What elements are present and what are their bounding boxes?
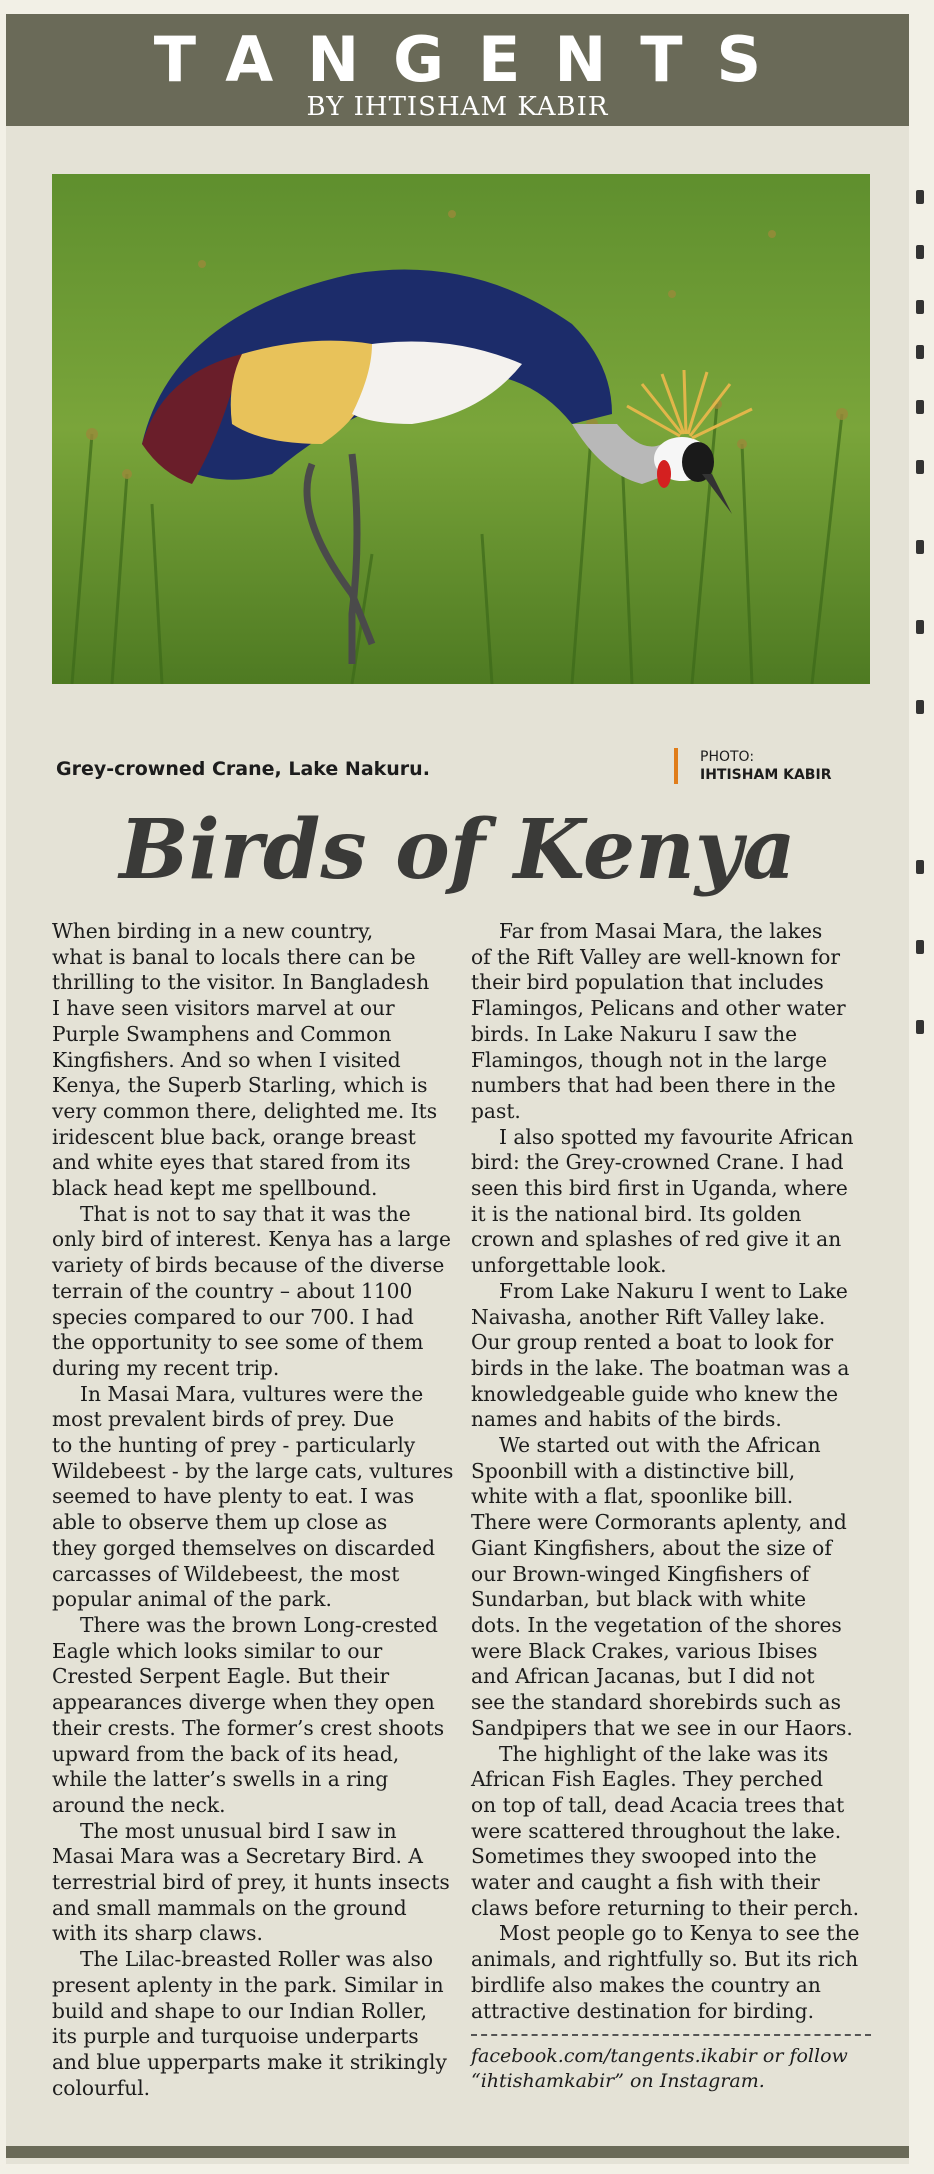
article-line: Wildebeest - by the large cats, vultures — [52, 1458, 454, 1483]
photo-credit-name: IHTISHAM KABIR — [700, 767, 832, 783]
adjacent-page-edge — [912, 40, 934, 1090]
photo-credit — [674, 748, 831, 784]
edge-glyph — [916, 245, 924, 259]
edge-glyph — [916, 700, 924, 714]
article-line: seen this bird first in Uganda, where — [471, 1176, 848, 1201]
photo-credit-label: PHOTO: — [700, 749, 755, 765]
article-line: Kenya, the Superb Starling, which is — [52, 1073, 428, 1098]
article-line: to the hunting of prey - particularly — [52, 1433, 416, 1458]
article-line: the opportunity to see some of them — [52, 1330, 424, 1355]
article-line: Most people go to Kenya to see the — [499, 1921, 860, 1946]
article-line: African Fish Eagles. They perched — [471, 1767, 824, 1792]
article-line: during my recent trip. — [52, 1355, 280, 1380]
article-line: appearances diverge when they open — [52, 1690, 435, 1715]
article-line: terrestrial bird of prey, it hunts insects — [52, 1870, 450, 1895]
article-line: see the standard shorebirds such as — [471, 1690, 841, 1715]
article-line: There was the brown Long-crested — [80, 1612, 438, 1637]
article-line: with its sharp claws. — [52, 1921, 263, 1946]
article-line: We started out with the African — [499, 1433, 821, 1458]
article-line: bird: the Grey-crowned Crane. I had — [471, 1150, 844, 1175]
article-line: Flamingos, though not in the large — [471, 1047, 828, 1072]
article-line: Eagle which looks similar to our — [52, 1638, 383, 1663]
article-line: very common there, delighted me. Its — [52, 1098, 438, 1123]
edge-glyph — [916, 940, 924, 954]
article-line: Sandpipers that we see in our Haors. — [471, 1715, 853, 1740]
article-line: Sundarban, but black with white — [471, 1587, 807, 1612]
article-line: past. — [471, 1098, 521, 1123]
edge-glyph — [916, 300, 924, 314]
article-line: knowledgeable guide who knew the — [471, 1381, 839, 1406]
photo-caption: Grey-crowned Crane, Lake Nakuru. — [56, 758, 430, 780]
article-line: There were Cormorants aplenty, and — [471, 1510, 847, 1535]
edge-glyph — [916, 400, 924, 414]
article-line: it is the national bird. Its golden — [471, 1201, 802, 1226]
article-line: Giant Kingfishers, about the size of — [471, 1535, 832, 1560]
article-line: were Black Crakes, various Ibises — [471, 1638, 818, 1663]
article-right-column — [471, 919, 879, 2094]
article-line: build and shape to our Indian Roller, — [52, 1998, 428, 2023]
article-line: The Lilac-breasted Roller was also — [80, 1947, 434, 1972]
article-line: present aplenty in the park. Similar in — [52, 1972, 444, 1997]
article-line: terrain of the country – about 1100 — [52, 1278, 413, 1303]
article-line: while the latter’s swells in a ring — [52, 1767, 389, 1792]
article-line: and blue upperparts make it strikingly — [52, 2049, 447, 2074]
footer-note-line-2: “ihtishamkabir” on Instagram. — [471, 2070, 765, 2093]
article-line: colourful. — [52, 2075, 151, 2100]
article-line: crown and splashes of red give it an — [471, 1227, 842, 1252]
article-line: black head kept me spellbound. — [52, 1176, 378, 1201]
article-line: upward from the back of its head, — [52, 1741, 400, 1766]
newspaper-page — [6, 14, 909, 2164]
article-headline: Birds of Kenya — [119, 802, 796, 898]
bottom-rule — [6, 2146, 909, 2158]
article-line: variety of birds because of the diverse — [52, 1253, 445, 1278]
article-line: unforgettable look. — [471, 1253, 667, 1278]
article-line: white with a flat, spoonlike bill. — [471, 1484, 794, 1509]
article-line: The highlight of the lake was its — [499, 1741, 829, 1766]
article-line: I have seen visitors marvel at our — [52, 996, 395, 1021]
column-title: TANGENTS — [153, 23, 796, 96]
article-line: Our group rented a boat to look for — [471, 1330, 834, 1355]
article-line: birds. In Lake Nakuru I saw the — [471, 1021, 798, 1046]
article-line: our Brown-winged Kingfishers of — [471, 1561, 810, 1586]
article-line: In Masai Mara, vultures were the — [80, 1381, 424, 1406]
edge-glyph — [916, 345, 924, 359]
article-line: Kingfishers. And so when I visited — [52, 1047, 401, 1072]
article-line: The most unusual bird I saw in — [80, 1818, 397, 1843]
article-line: Flamingos, Pelicans and other water — [471, 996, 846, 1021]
article-line: able to observe them up close as — [52, 1510, 388, 1535]
byline: BY IHTISHAM KABIR — [306, 92, 609, 122]
article-line: Purple Swamphens and Common — [52, 1021, 392, 1046]
right-column-text — [471, 919, 879, 2024]
article-line: and small mammals on the ground — [52, 1895, 407, 1920]
article-line: birds in the lake. The boatman was a — [471, 1355, 850, 1380]
article-line: birdlife also makes the country an — [471, 1972, 821, 1997]
article-line: and African Jacanas, but I did not — [471, 1664, 815, 1689]
article-line: names and habits of the birds. — [471, 1407, 782, 1432]
article-line: carcasses of Wildebeest, the most — [52, 1561, 400, 1586]
article-line: Naivasha, another Rift Valley lake. — [471, 1304, 826, 1329]
article-line: of the Rift Valley are well-known for — [471, 944, 840, 969]
article-line: its purple and turquoise underparts — [52, 2024, 419, 2049]
article-line: From Lake Nakuru I went to Lake — [499, 1278, 848, 1303]
edge-glyph — [916, 540, 924, 554]
article-line: and white eyes that stared from its — [52, 1150, 411, 1175]
article-line: dots. In the vegetation of the shores — [471, 1612, 842, 1637]
article-line: they gorged themselves on discarded — [52, 1535, 436, 1560]
article-line: attractive destination for birding. — [471, 1998, 815, 2023]
article-line: seemed to have plenty to eat. I was — [52, 1484, 415, 1509]
crane-photo — [52, 174, 870, 684]
article-line: Crested Serpent Eagle. But their — [52, 1664, 390, 1689]
article-line: most prevalent birds of prey. Due — [52, 1407, 395, 1432]
edge-glyph — [916, 190, 924, 204]
article-line: Far from Masai Mara, the lakes — [499, 919, 823, 943]
article-line: Spoonbill with a distinctive bill, — [471, 1458, 796, 1483]
grey-crowned-crane-illustration — [52, 174, 870, 684]
article-line: only bird of interest. Kenya has a large — [52, 1227, 451, 1252]
article-line: popular animal of the park. — [52, 1587, 332, 1612]
masthead — [6, 14, 909, 126]
article-line: on top of tall, dead Acacia trees that — [471, 1792, 845, 1817]
article-line: their crests. The former’s crest shoots — [52, 1715, 445, 1740]
article-line: were scattered throughout the lake. — [471, 1818, 842, 1843]
article-line: what is banal to locals there can be — [52, 944, 416, 969]
article-line: claws before returning to their perch. — [471, 1895, 860, 1920]
article-line: water and caught a fish with their — [471, 1870, 820, 1895]
article-line: species compared to our 700. I had — [52, 1304, 414, 1329]
footer-divider — [471, 2034, 871, 2036]
article-line: Masai Mara was a Secretary Bird. A — [52, 1844, 423, 1869]
footer-note-line-1: facebook.com/tangents.ikabir or follow — [471, 2045, 848, 2068]
article-line: iridescent blue back, orange breast — [52, 1124, 416, 1149]
article-line: That is not to say that it was the — [80, 1201, 411, 1226]
edge-glyph — [916, 1020, 924, 1034]
edge-glyph — [916, 860, 924, 874]
article-line: animals, and rightfully so. But its rich — [471, 1947, 859, 1972]
article-line: around the neck. — [52, 1792, 226, 1817]
edge-glyph — [916, 620, 924, 634]
article-line: numbers that had been there in the — [471, 1073, 836, 1098]
article-line: I also spotted my favourite African — [499, 1124, 854, 1149]
article-line: their bird population that includes — [471, 970, 824, 995]
article-line: Sometimes they swooped into the — [471, 1844, 817, 1869]
article-line: thrilling to the visitor. In Bangladesh — [52, 970, 430, 995]
edge-glyph — [916, 460, 924, 474]
article-line: When birding in a new country, — [52, 919, 374, 943]
article-left-column — [52, 919, 464, 2101]
